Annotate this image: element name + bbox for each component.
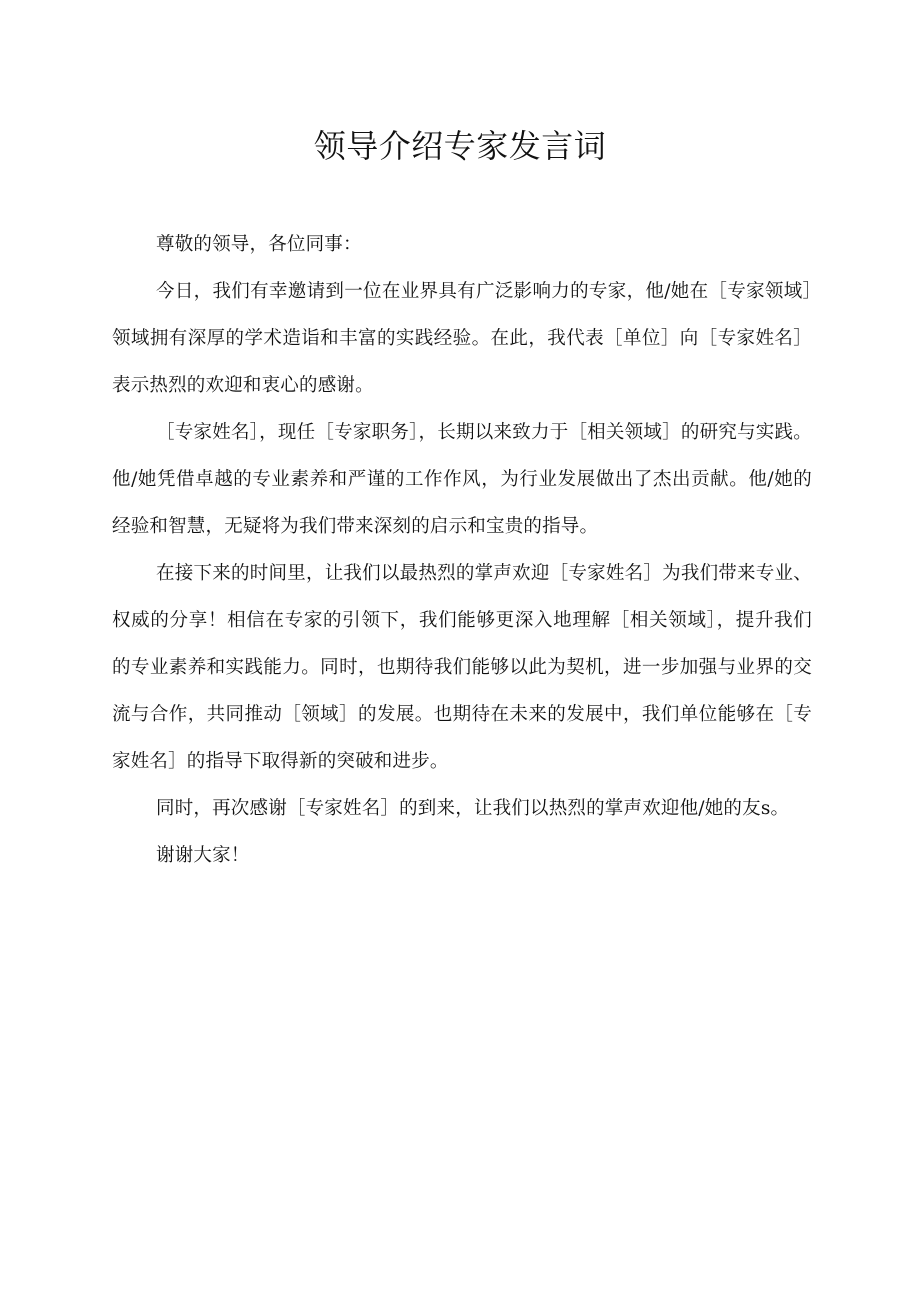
salutation-paragraph: 尊敬的领导，各位同事： [156,234,362,255]
body-paragraph-4: 同时，再次感谢［专家姓名］的到来，让我们以热烈的掌声欢迎他/她的友s。 [156,798,790,819]
closing-paragraph: 谢谢大家！ [156,845,250,866]
document-title: 领导介绍专家发言词 [313,127,607,165]
body-paragraph-2: ［专家姓名］，现任［专家职务］，长期以来致力于［相关领域］的研究与实践。他/她凭借卓越的专业素养和严谨的工作作风，为行业发展做出了杰出贡献。他/她的经验和智慧，无疑将为我们带来深刻的启示和宝贵的指导。 [112,422,812,537]
body-paragraph-1: 今日，我们有幸邀请到一位在业界具有广泛影响力的专家，他/她在［专家领域］领域拥有深厚的学术造诣和丰富的实践经验。在此，我代表［单位］向［专家姓名］表示热烈的欢迎和衷心的感谢。 [112,281,812,396]
document-body [112,221,812,879]
body-paragraph-3: 在接下来的时间里，让我们以最热烈的掌声欢迎［专家姓名］为我们带来专业、权威的分享！相信在专家的引领下，我们能够更深入地理解［相关领域］，提升我们的专业素养和实践能力。同时，也期待我们能够以此为契机，进一步加强与业界的交流与合作，共同推动［领域］的发展。也期待在未来的发展中，我们单位能够在［专家姓名］的指导下取得新的突破和进步。 [112,563,812,772]
